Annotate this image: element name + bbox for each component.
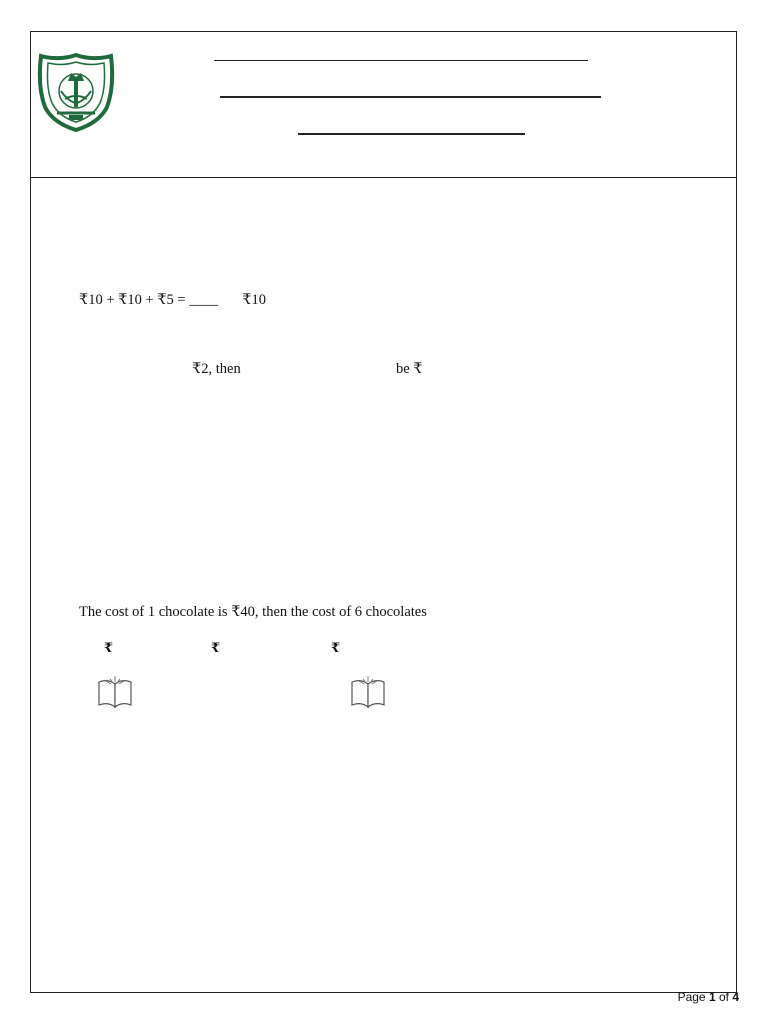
option-3-rupee: ₹	[331, 640, 341, 655]
question-1	[79, 293, 266, 308]
header-subject-line	[298, 133, 525, 135]
question-3-text: The cost of 1 chocolate is ₹40, then the cost of 6 chocolates	[79, 604, 427, 620]
answer-blank: ____	[189, 292, 219, 308]
current-page: 1	[708, 990, 716, 1004]
page-number: Page 1 of 4	[677, 990, 739, 1004]
option-2-rupee: ₹	[211, 640, 221, 655]
school-crest-icon	[35, 51, 117, 133]
open-book-icon	[349, 674, 387, 708]
question-1-rhs: ₹10	[242, 292, 266, 308]
header-title-line	[214, 60, 588, 61]
question-2-part-2: be ₹	[396, 361, 423, 377]
open-book-icon	[96, 674, 134, 708]
option-1-rupee: ₹	[104, 640, 114, 655]
header-divider	[30, 177, 736, 178]
page-frame	[30, 31, 737, 993]
question-1-expression: ₹10 + ₹10 + ₹5 =	[79, 292, 190, 308]
total-pages: 4	[732, 990, 739, 1004]
question-2-part-1: ₹2, then	[192, 361, 241, 377]
header-subtitle-line	[220, 96, 601, 98]
